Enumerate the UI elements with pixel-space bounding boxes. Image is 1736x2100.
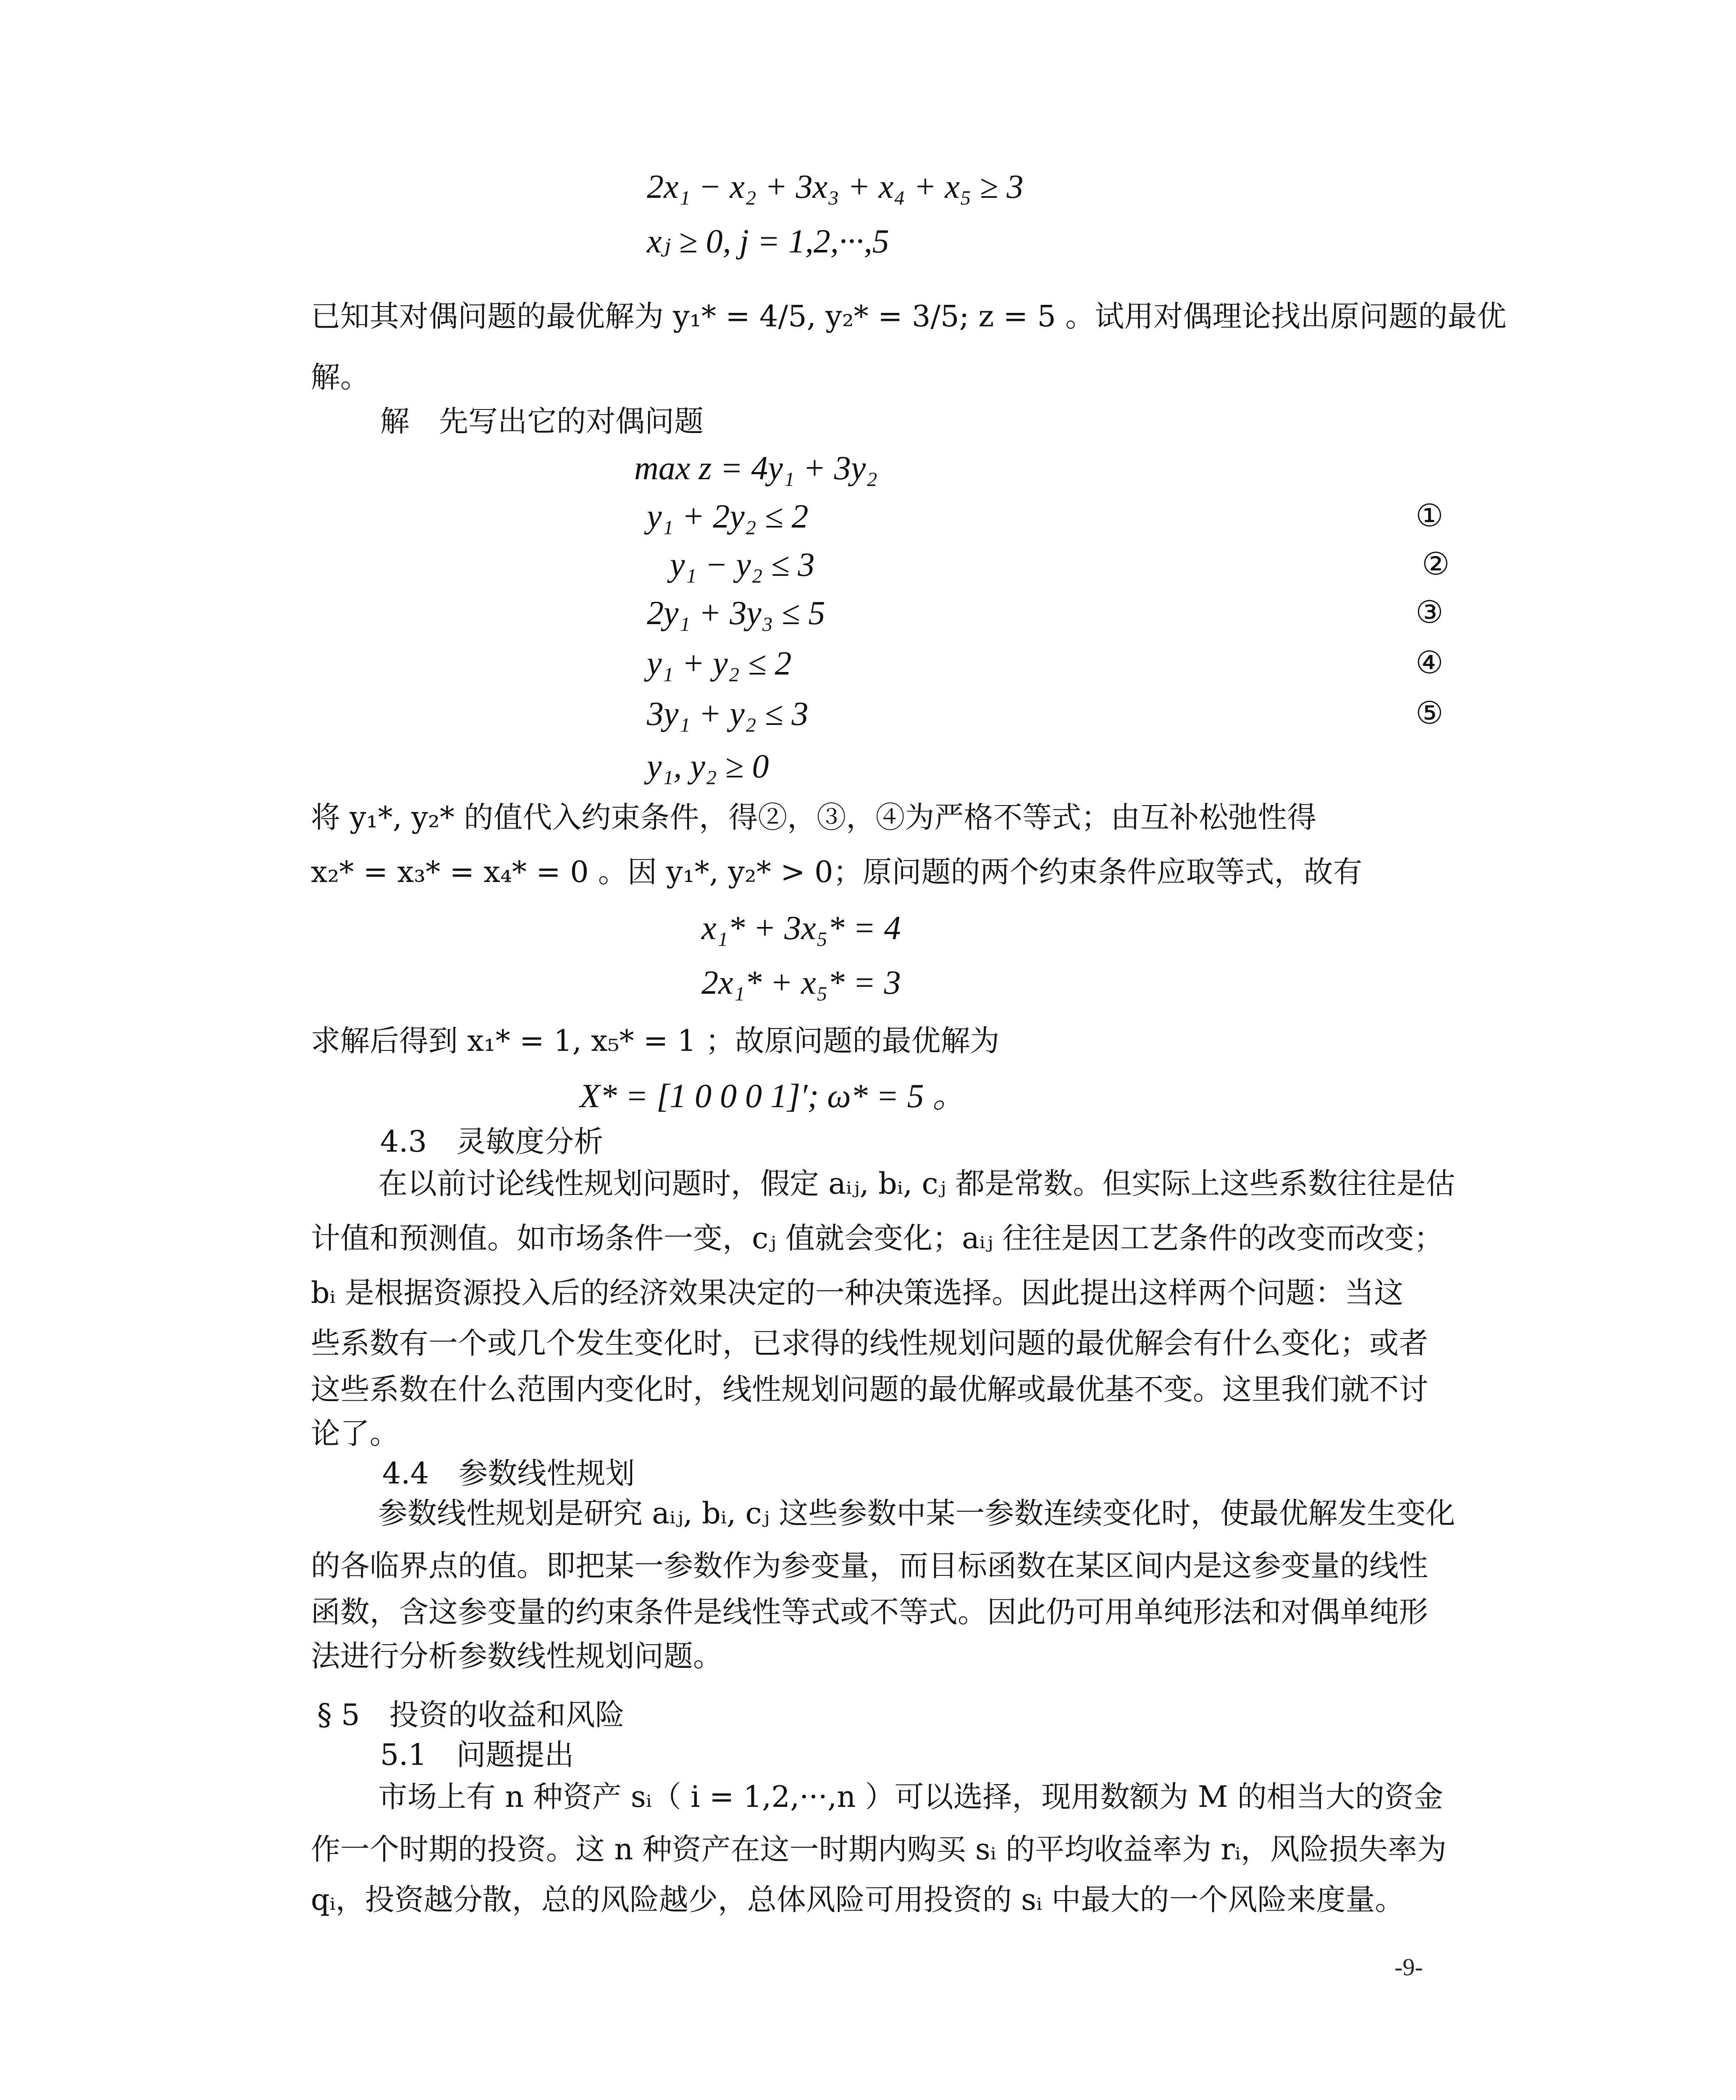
section-4-3-line-2: 计值和预测值。如市场条件一变，cⱼ 值就会变化；aᵢⱼ 往往是因工艺条件的改变而改变； — [311, 1221, 1444, 1255]
system-equation-1: x₁* + 3x₅* = 4 — [701, 910, 901, 947]
dual-constraint-1: y₁ + 2y₂ ≤ 2 — [647, 498, 809, 535]
circled-marker-2: ② — [1422, 546, 1450, 582]
circled-marker-1: ① — [1416, 498, 1444, 534]
section-4-3-title: 4.3 灵敏度分析 — [380, 1124, 604, 1159]
section-4-4-line-2: 的各临界点的值。即把某一参数作为参变量，而目标函数在某区间内是这参变量的线性 — [311, 1549, 1428, 1583]
optimal-solution-vector: X* = [1 0 0 0 1]′; ω* = 5 。 — [580, 1078, 966, 1115]
section-4-4-title: 4.4 参数线性规划 — [382, 1456, 635, 1491]
system-equation-2: 2x₁* + x₅* = 3 — [701, 964, 901, 1001]
section-5-line-1: 市场上有 n 种资产 sᵢ（ i = 1,2,···,n ）可以选择，现用数额为 M 的相当大的资金 — [378, 1780, 1443, 1814]
substitution-line-1: 将 y₁*, y₂* 的值代入约束条件，得②，③，④为严格不等式；由互补松弛性得 — [311, 800, 1317, 835]
circled-marker-4: ④ — [1416, 645, 1444, 681]
constraint-inequality: 2x₁ − x₂ + 3x₃ + x₄ + x₅ ≥ 3 — [647, 168, 1024, 205]
section-4-3-line-5: 这些系数在什么范围内变化时，线性规划问题的最优解或最优基不变。这里我们就不讨 — [311, 1372, 1428, 1407]
dual-constraint-4: y₁ + y₂ ≤ 2 — [647, 645, 792, 682]
section-4-3-line-1: 在以前讨论线性规划问题时，假定 aᵢⱼ, bᵢ, cⱼ 都是常数。但实际上这些系数往往是估 — [378, 1166, 1455, 1201]
section-4-4-line-4: 法进行分析参数线性规划问题。 — [311, 1639, 722, 1673]
dual-constraint-2: y₁ − y₂ ≤ 3 — [670, 546, 815, 583]
dual-constraint-3: 2y₁ + 3y₃ ≤ 5 — [647, 595, 825, 632]
dual-nonnegativity: y₁, y₂ ≥ 0 — [647, 748, 769, 785]
solution-heading: 解 先写出它的对偶问题 — [380, 404, 704, 438]
section-5-1-title: 5.1 问题提出 — [380, 1738, 574, 1772]
section-4-3-line-3: bᵢ 是根据资源投入后的经济效果决定的一种决策选择。因此提出这样两个问题：当这 — [311, 1276, 1404, 1310]
intro-line-1: 已知其对偶问题的最优解为 y₁* = 4/5, y₂* = 3/5; z = 5 。试用对偶理论找出原问题的最优 — [311, 299, 1507, 333]
section-4-3-line-4: 些系数有一个或几个发生变化时，已求得的线性规划问题的最优解会有什么变化；或者 — [311, 1326, 1428, 1360]
section-4-4-line-3: 函数，含这参变量的约束条件是线性等式或不等式。因此仍可用单纯形法和对偶单纯形 — [311, 1595, 1428, 1629]
nonnegativity-constraint: xⱼ ≥ 0, j = 1,2,···,5 — [647, 223, 889, 260]
section-4-4-line-1: 参数线性规划是研究 aᵢⱼ, bᵢ, cⱼ 这些参数中某一参数连续变化时，使最优解发生变化 — [378, 1496, 1455, 1530]
intro-line-2: 解。 — [311, 360, 370, 394]
dual-objective: max z = 4y₁ + 3y₂ — [634, 450, 878, 487]
circled-marker-3: ③ — [1416, 594, 1444, 630]
section-5-line-2: 作一个时期的投资。这 n 种资产在这一时期内购买 sᵢ 的平均收益率为 rᵢ，风险损失率为 — [311, 1832, 1447, 1866]
substitution-line-2: x₂* = x₃* = x₄* = 0 。因 y₁*, y₂* > 0；原问题的两个约束条件应取等式，故有 — [311, 855, 1363, 889]
page-number: -9- — [1395, 1953, 1423, 1981]
section-5-line-3: qᵢ，投资越分散，总的风险越少，总体风险可用投资的 sᵢ 中最大的一个风险来度量。 — [311, 1882, 1405, 1917]
dual-constraint-5: 3y₁ + y₂ ≤ 3 — [647, 696, 809, 732]
section-4-3-line-6: 论了。 — [311, 1416, 399, 1451]
circled-marker-5: ⑤ — [1416, 695, 1444, 731]
result-line: 求解后得到 x₁* = 1, x₅* = 1 ；故原问题的最优解为 — [311, 1024, 1000, 1058]
section-5-title: § 5 投资的收益和风险 — [317, 1698, 625, 1732]
